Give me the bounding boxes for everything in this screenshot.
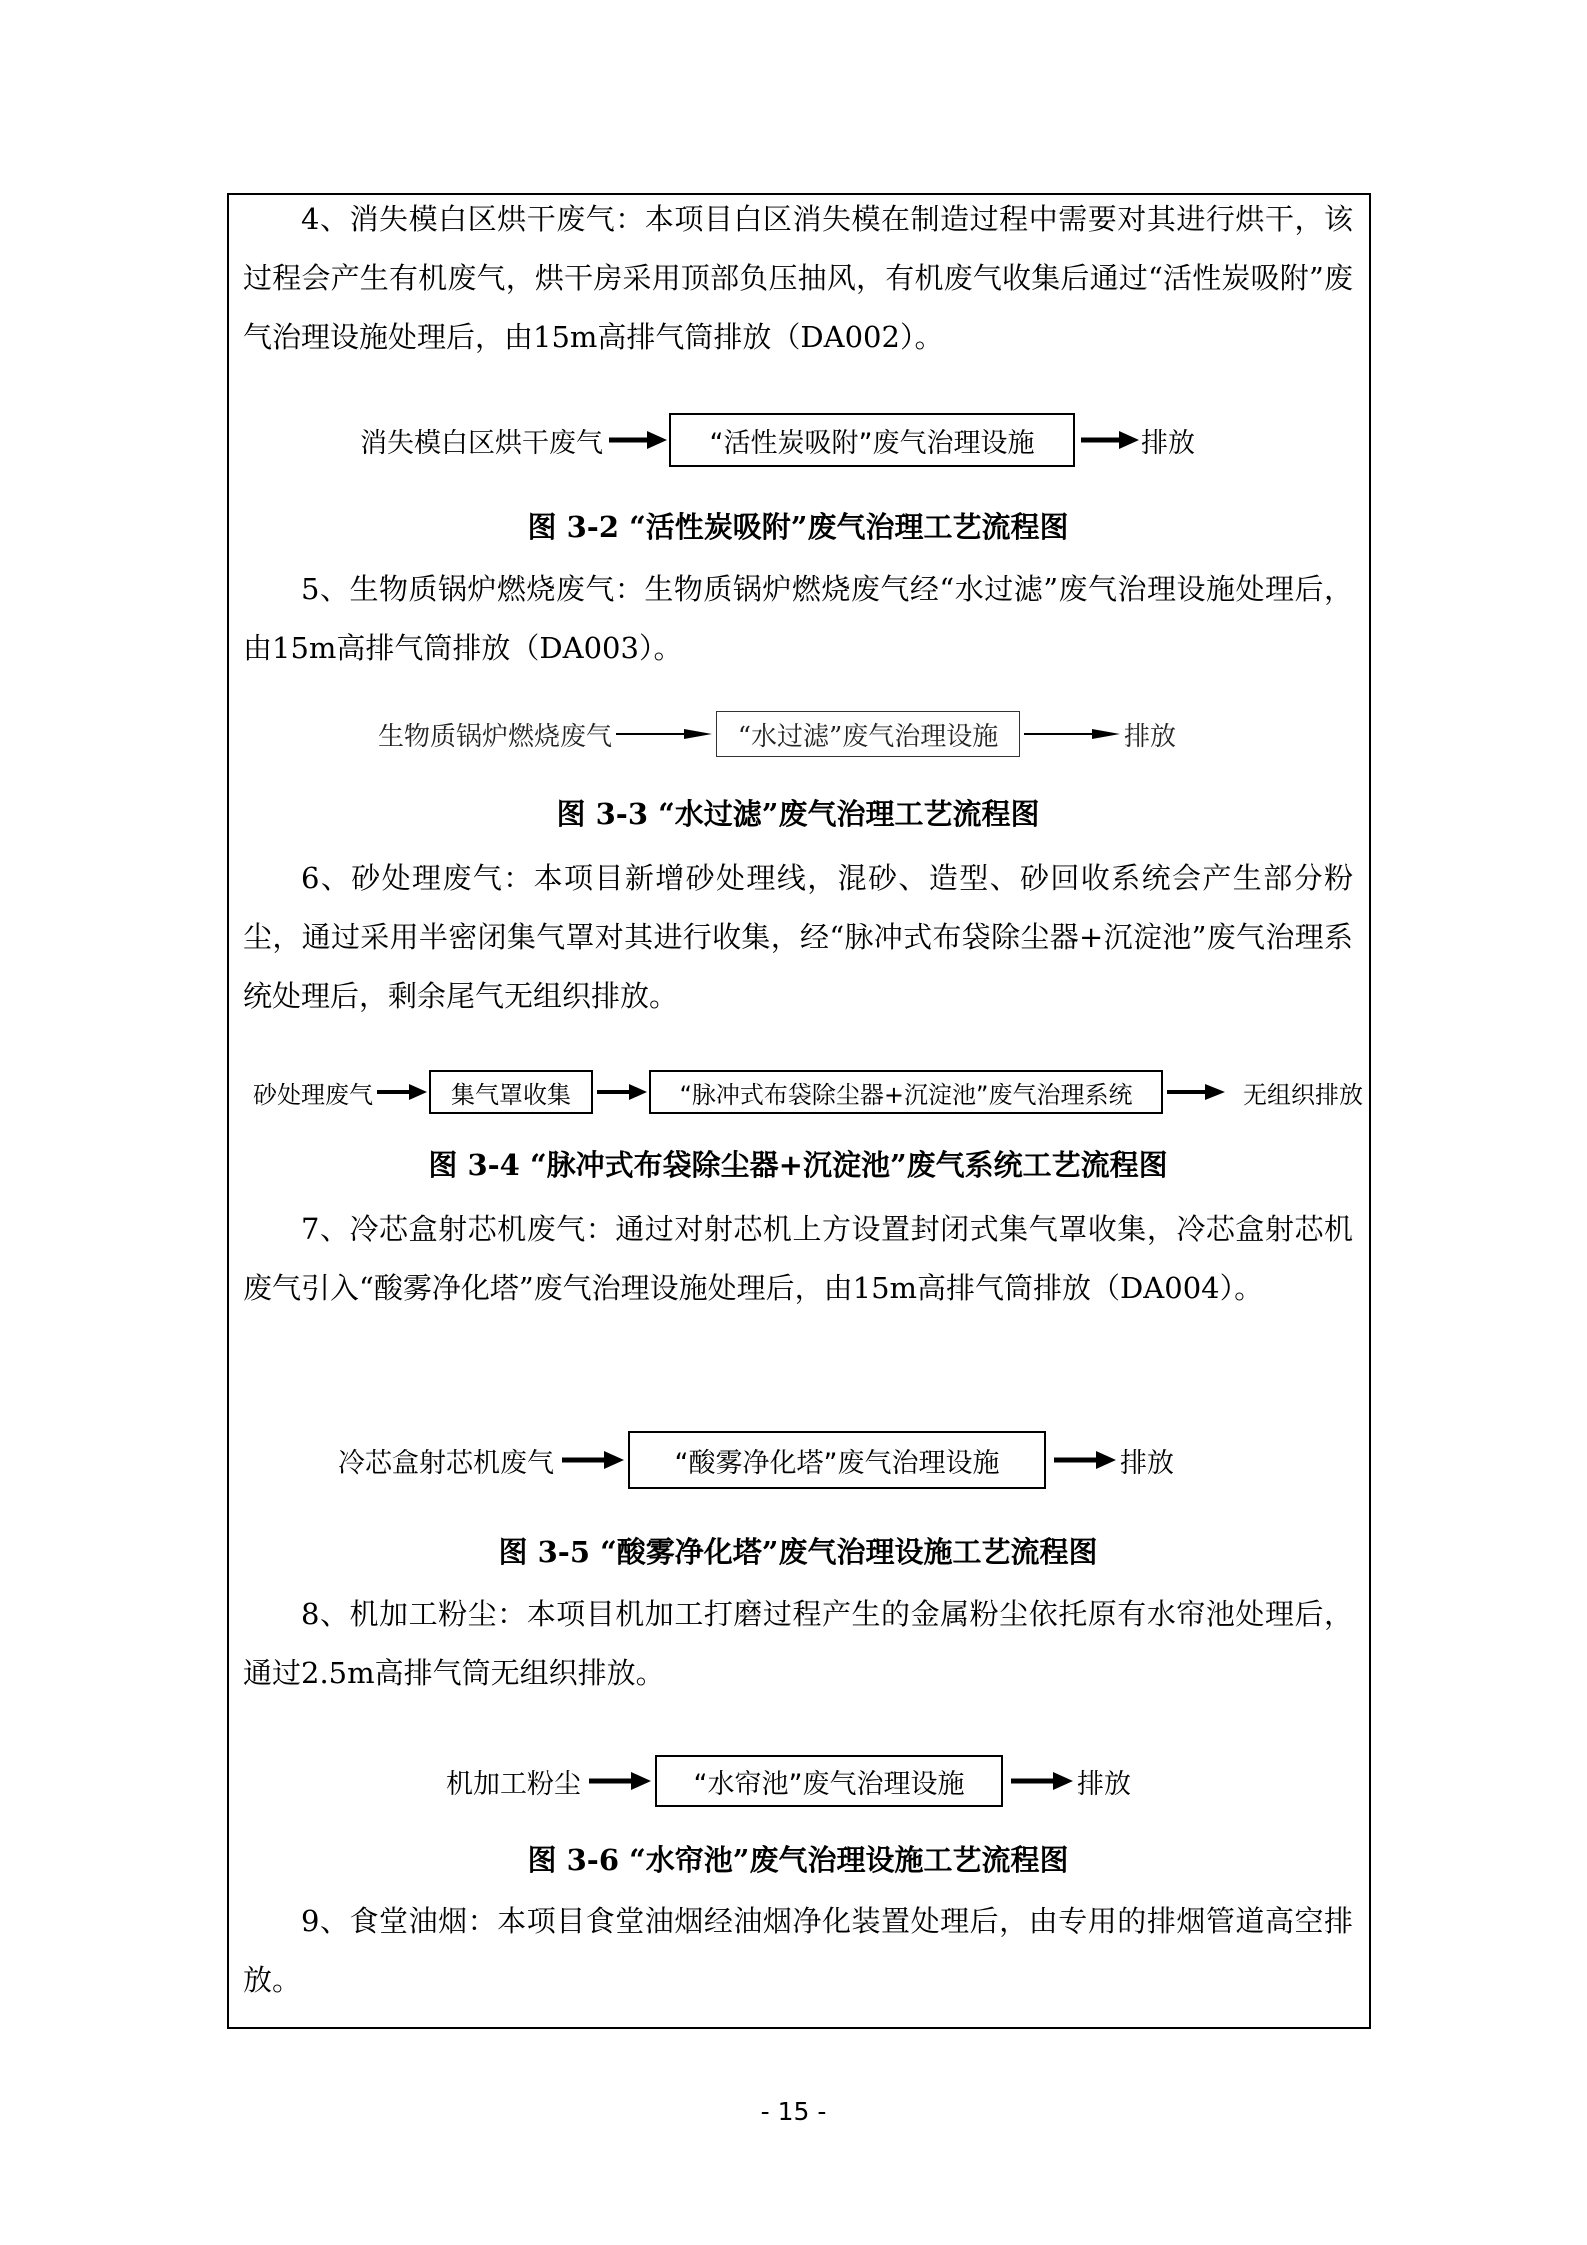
figure-caption-3-6: 图 3-6 “水帘池”废气治理设施工艺流程图 <box>527 1843 1069 1877</box>
arrow-right-icon <box>373 1083 429 1101</box>
flow-process-label: “活性炭吸附”废气治理设施 <box>709 427 1035 459</box>
flow-target: 排放 <box>1124 721 1177 752</box>
flow-process-label: “水帘池”废气治理设施 <box>693 1768 965 1800</box>
flow-source: 冷芯盒射芯机废气 <box>338 1447 554 1479</box>
flow-source: 消失模白区烘干废气 <box>360 427 603 459</box>
paragraph-9: 9、食堂油烟：本项目食堂油烟经油烟净化装置处理后，由专用的排烟管道高空排放。 <box>243 1904 1353 1997</box>
arrow-right-icon <box>603 430 669 450</box>
flow-process-box <box>649 1070 1163 1114</box>
flow-source: 砂处理废气 <box>253 1080 373 1109</box>
flow-process-label: “酸雾净化塔”废气治理设施 <box>674 1447 1000 1479</box>
flow-process-box <box>716 711 1020 757</box>
flow-process-label: “水过滤”废气治理设施 <box>737 721 999 752</box>
figure-caption-3-4: 图 3-4 “脉冲式布袋除尘器+沉淀池”废气系统工艺流程图 <box>428 1148 1168 1182</box>
flowchart-3-6 <box>446 1754 1131 1808</box>
figure-caption-3-3: 图 3-3 “水过滤”废气治理工艺流程图 <box>556 797 1040 831</box>
arrow-right-icon <box>1003 1771 1077 1791</box>
flow-target: 排放 <box>1077 1768 1131 1800</box>
flow-process-label: “脉冲式布袋除尘器+沉淀池”废气治理系统 <box>679 1080 1133 1109</box>
flowchart-3-4 <box>253 1067 1363 1117</box>
arrow-right-icon <box>1020 726 1124 742</box>
flow-process-box <box>669 413 1075 467</box>
flow-target: 排放 <box>1120 1447 1174 1479</box>
arrow-right-icon <box>612 726 716 742</box>
page-number: - 15 - <box>760 2097 827 2126</box>
figure-caption-3-5: 图 3-5 “酸雾净化塔”废气治理设施工艺流程图 <box>498 1535 1098 1569</box>
figure-caption-3-2: 图 3-2 “活性炭吸附”废气治理工艺流程图 <box>527 510 1069 544</box>
flow-source: 生物质锅炉燃烧废气 <box>378 721 613 752</box>
arrow-right-icon <box>1163 1083 1227 1101</box>
flow-source: 机加工粉尘 <box>446 1768 581 1800</box>
flowchart-3-3 <box>378 710 1176 758</box>
paragraph-5: 5、生物质锅炉燃烧废气：生物质锅炉燃烧废气经“水过滤”废气治理设施处理后，由15m高排气筒排放（DA003）。 <box>243 572 1353 665</box>
paragraph-4: 4、消失模白区烘干废气：本项目白区消失模在制造过程中需要对其进行烘干，该过程会产生有机废气，烘干房采用顶部负压抽风，有机废气收集后通过“活性炭吸附”废气治理设施处理后，由15m高排气筒排放（DA002）。 <box>243 202 1353 354</box>
arrow-right-icon <box>554 1450 628 1470</box>
arrow-right-icon <box>1075 430 1141 450</box>
flow-collect-label: 集气罩收集 <box>451 1080 571 1109</box>
flowchart-3-2 <box>360 412 1195 468</box>
flow-process-box <box>655 1755 1003 1807</box>
flowchart-3-5 <box>338 1430 1174 1490</box>
flow-target: 排放 <box>1141 427 1195 459</box>
paragraph-8: 8、机加工粉尘：本项目机加工打磨过程产生的金属粉尘依托原有水帘池处理后，通过2.5m高排气筒无组织排放。 <box>243 1597 1353 1690</box>
flow-target: 无组织排放 <box>1243 1080 1363 1109</box>
arrow-right-icon <box>581 1771 655 1791</box>
arrow-right-icon <box>593 1083 649 1101</box>
flow-collect-box <box>429 1070 593 1114</box>
arrow-right-icon <box>1046 1450 1120 1470</box>
paragraph-7: 7、冷芯盒射芯机废气：通过对射芯机上方设置封闭式集气罩收集，冷芯盒射芯机废气引入“酸雾净化塔”废气治理设施处理后，由15m高排气筒排放（DA004）。 <box>243 1212 1353 1305</box>
paragraph-6: 6、砂处理废气：本项目新增砂处理线，混砂、造型、砂回收系统会产生部分粉尘，通过采用半密闭集气罩对其进行收集，经“脉冲式布袋除尘器+沉淀池”废气治理系统处理后，剩余尾气无组织排放。 <box>243 861 1353 1013</box>
flow-process-box <box>628 1431 1046 1489</box>
